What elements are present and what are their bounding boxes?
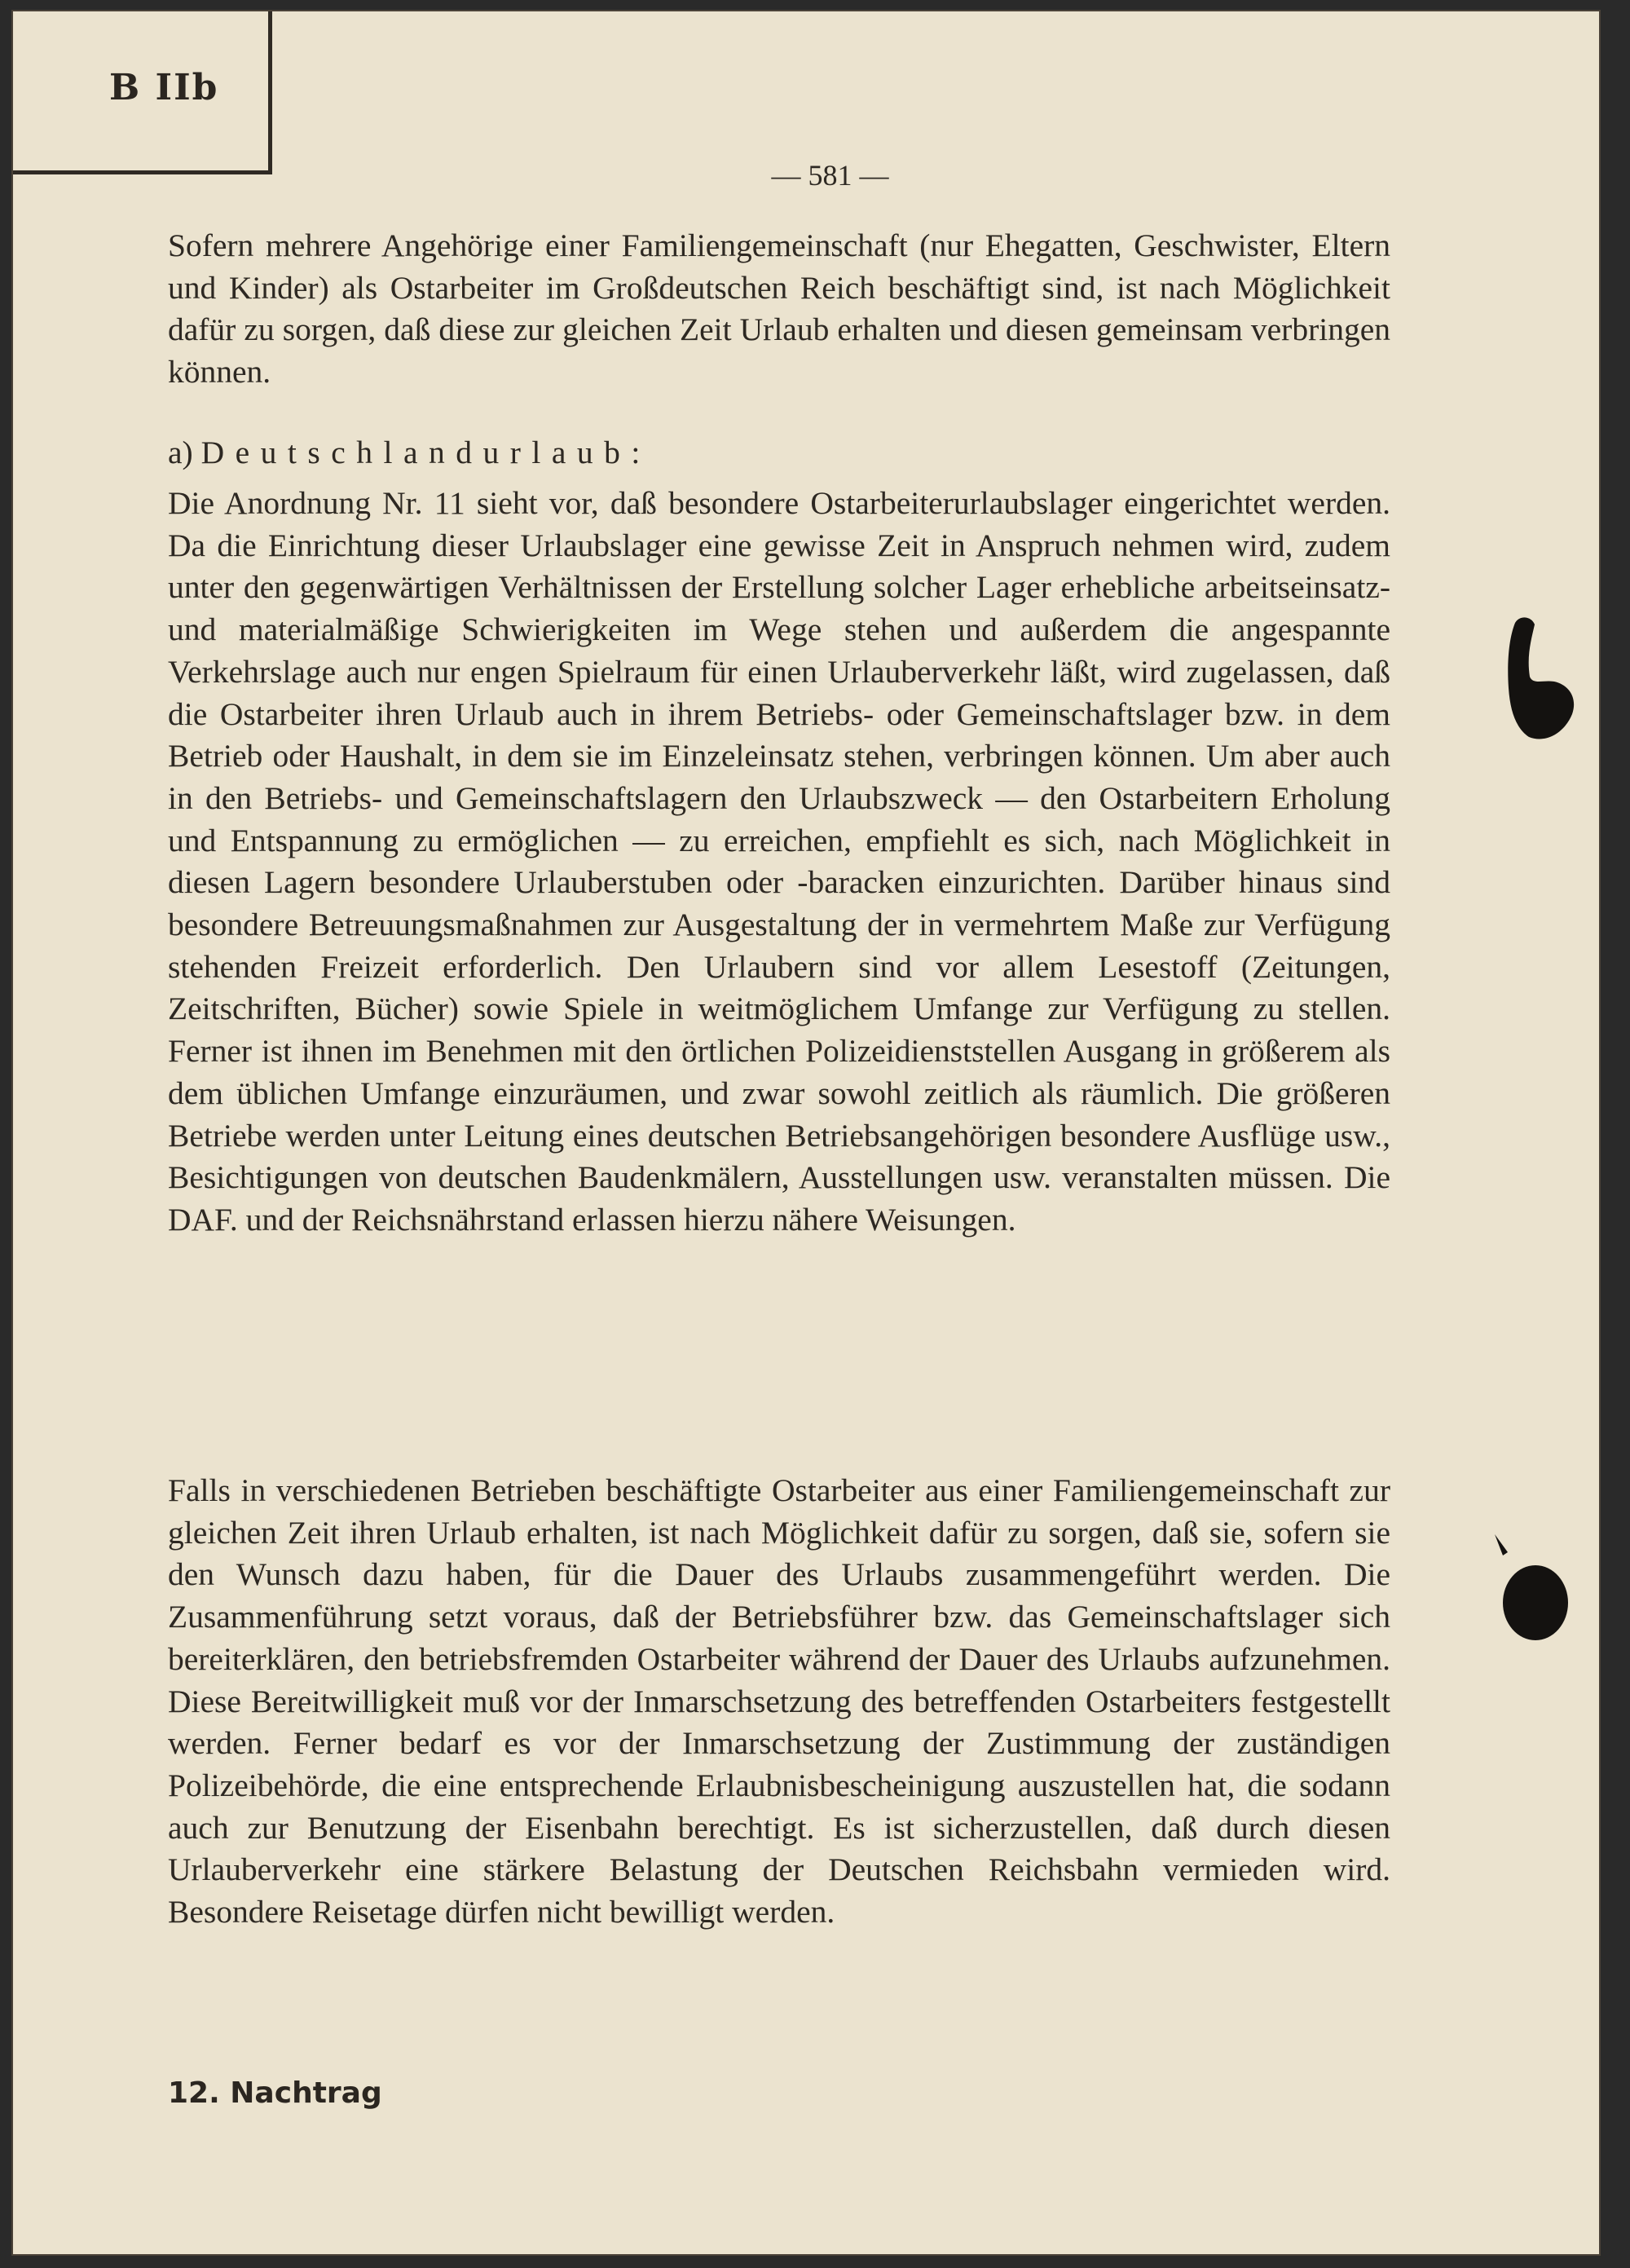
supplement-label: 12. Nachtrag — [168, 2076, 382, 2110]
section-a-heading — [168, 434, 651, 471]
page-number: — 581 — — [771, 159, 889, 192]
section-code-box — [13, 11, 272, 174]
section-a-title: Deutschlandurlaub: — [200, 435, 651, 470]
document-page — [11, 10, 1601, 2256]
paragraph-intro: Sofern mehrere Angehörige einer Familiengemeinschaft (nur Ehegatten, Geschwister, Eltern und Kinder) als Ostarbeiter im Großdeutschen Reich beschäftigt sind, ist nach Möglichkeit dafür zu sorgen, daß diese zur gleichen Zeit Urlaub erhalten und diesen gemeinsam verbringen können. — [168, 227, 1390, 391]
punch-hole-mark-lower — [1480, 1528, 1586, 1650]
paragraph-family: Falls in verschiedenen Betrieben beschäftigte Ostarbeiter aus einer Familiengemeinschaft zur gleichen Zeit ihren Urlaub erhalten, ist nach Möglichkeit dafür zu sorgen, daß sie, sofern sie den Wunsch dazu haben, für die Dauer des Urlaubs zusammengeführt werden. Die Zusammenführung setzt voraus, daß der Betriebsführer bzw. das Gemeinschaftslager sich bereiterklären, den betriebsfremden Ostarbeiter während der Dauer des Urlaubs aufzunehmen. Diese Bereitwilligkeit muß vor der Inmarschsetzung des betreffenden Ostarbeiters festgestellt werden. Ferner bedarf es vor der Inmarschsetzung der Zustimmung der zuständigen Polizeibehörde, die eine entsprechende Erlaubnisbescheinigung auszustellen hat, die sodann auch zur Benutzung der Eisenbahn berechtigt. Es ist sicherzustellen, daß durch diesen Urlauberverkehr eine stärkere Belastung der Deutschen Reichsbahn vermieden wird. Besondere Reisetage dürfen nicht bewilligt werden. — [168, 1472, 1390, 1930]
section-code-label: B IIb — [109, 67, 219, 108]
punch-hole-mark-upper — [1484, 607, 1590, 745]
section-a-prefix: a) — [168, 435, 201, 470]
paragraph-section-a: Die Anordnung Nr. 11 sieht vor, daß besondere Ostarbeiterurlaubslager eingerichtet werden. Da die Einrichtung dieser Urlaubslager eine gewisse Zeit in Anspruch nehmen wird, zudem unter den gegenwärtigen Verhältnissen der Erstellung solcher Lager erhebliche arbeitseinsatz- und materialmäßige Schwierigkeiten im Wege stehen und außerdem die angespannte Verkehrslage auch nur engen Spielraum für einen Urlauberverkehr läßt, wird zugelassen, daß die Ostarbeiter ihren Urlaub auch in ihrem Betriebs- oder Gemeinschaftslager bzw. in dem Betrieb oder Haushalt, in dem sie im Einzeleinsatz stehen, verbringen können. Um aber auch in den Betriebs- und Gemeinschaftslagern den Urlaubszweck — den Ostarbeitern Erholung und Entspannung zu ermöglichen — zu erreichen, empfiehlt es sich, nach Möglichkeit in diesen Lagern besondere Urlauberstuben oder -baracken einzurichten. Darüber hinaus sind besondere Betreuungsmaßnahmen zur Ausgestaltung der in vermehrtem Maße zur Verfügung stehenden Freizeit erforderlich. Den Urlaubern sind vor allem Lesestoff (Zeitungen, Zeitschriften, Bücher) sowie Spiele in weitmöglichem Umfange zur Verfügung zu stellen. Ferner ist ihnen im Benehmen mit den örtlichen Polizeidienststellen Ausgang in größerem als dem üblichen Umfange einzuräumen, und zwar sowohl zeitlich als räumlich. Die größeren Betriebe werden unter Leitung eines deutschen Betriebsangehörigen besondere Ausflüge usw., Besichtigungen von deutschen Baudenkmälern, Ausstellungen usw. veranstalten müssen. Die DAF. und der Reichsnährstand erlassen hierzu nähere Weisungen. — [168, 485, 1390, 1238]
